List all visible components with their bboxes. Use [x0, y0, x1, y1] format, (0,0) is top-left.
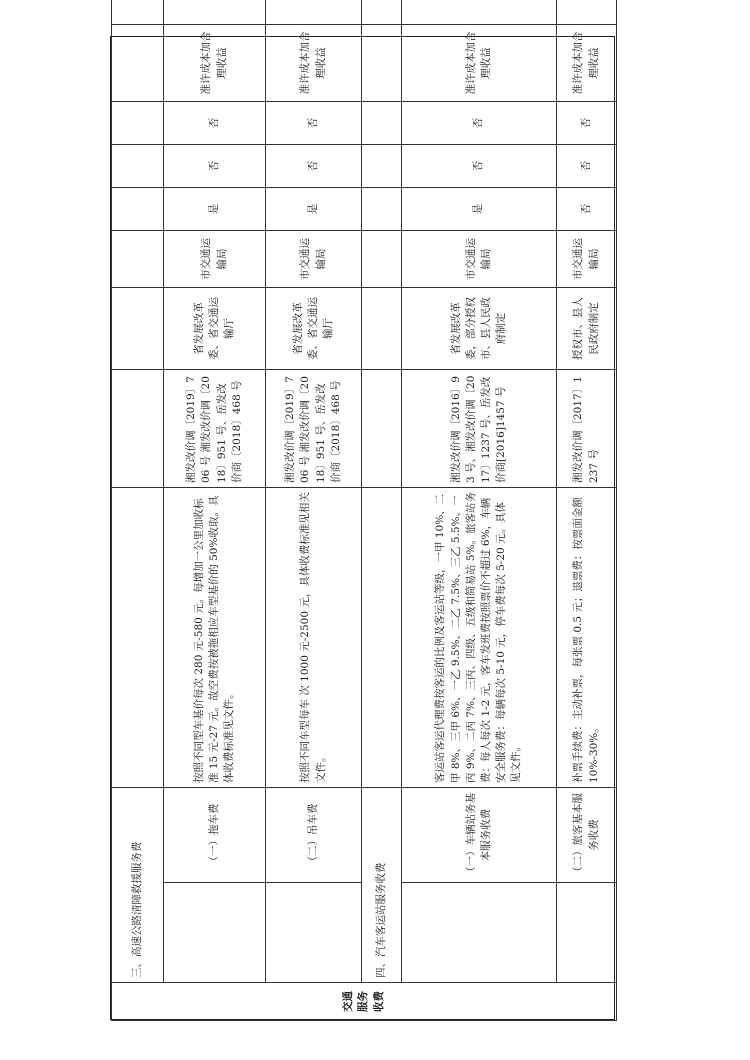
note-cell	[112, 0, 164, 25]
fee-table	[111, 0, 617, 1021]
item-cell: （一）拖车费	[164, 788, 266, 883]
item-cell: （二）吊车费	[266, 788, 362, 883]
note-cell	[402, 0, 557, 25]
principle-cell: 准许成本加合理收益	[402, 25, 557, 102]
authority-cell: 省发展改革委，部分授权市、县人民政府制定	[402, 288, 557, 370]
authority-cell: 授权市、县人民政府制定	[557, 288, 617, 370]
note-cell	[164, 0, 266, 25]
central-cell: 是	[266, 188, 362, 231]
note-cell	[266, 0, 362, 25]
table-row	[557, 0, 617, 1021]
local-cell: 否	[164, 102, 266, 145]
category-cell: 四、汽车客运站服务收费	[362, 788, 402, 983]
executor-cell: 市交通运输局	[164, 231, 266, 288]
local-cell: 否	[266, 102, 362, 145]
provincial-cell: 否	[402, 145, 557, 188]
central-cell: 是	[164, 188, 266, 231]
central-cell	[112, 188, 164, 231]
category-cell	[266, 883, 362, 983]
provincial-cell	[112, 145, 164, 188]
rotated-page-frame	[110, 31, 615, 1020]
table-row	[362, 0, 402, 1021]
local-cell: 否	[557, 102, 617, 145]
note-cell	[362, 0, 402, 25]
basis-cell: 湘发改价调〔2016〕93 号、湘发改价调〔2017〕1237 号、岳发改价商[2016]1457 号	[402, 370, 557, 488]
category-cell	[402, 883, 557, 983]
local-cell	[362, 102, 402, 145]
authority-cell: 省发展改革委、省交通运输厅	[164, 288, 266, 370]
standard-cell: 按照不同车型每车 次 1000 元-2500 元，具体收费标准见相关文件。	[266, 488, 362, 788]
item-cell: （二）旅客基本服务收费	[557, 788, 617, 883]
basis-cell	[112, 370, 164, 488]
note-cell	[557, 0, 617, 25]
executor-cell: 市交通运输局	[557, 231, 617, 288]
local-cell: 否	[402, 102, 557, 145]
provincial-cell: 否	[164, 145, 266, 188]
category-cell	[557, 883, 617, 983]
principle-cell	[362, 25, 402, 102]
central-cell: 否	[557, 188, 617, 231]
standard-cell	[362, 488, 402, 788]
basis-cell	[362, 370, 402, 488]
central-cell	[362, 188, 402, 231]
executor-cell: 市交通运输局	[266, 231, 362, 288]
provincial-cell: 否	[557, 145, 617, 188]
standard-cell	[112, 488, 164, 788]
item-cell: （一）车辆站务基本服务收费	[402, 788, 557, 883]
basis-cell: 湘发改价调〔2017〕1237 号	[557, 370, 617, 488]
principle-cell: 准许成本加合理收益	[164, 25, 266, 102]
category-group-cell: 交通服务收费	[112, 983, 617, 1021]
standard-cell: 客运站客运代理费按客运的比例及客运站等级，一甲 10%、二甲 8%、三甲 6%、一乙 9.5%、二乙 7.5%、三乙 5.5%、一丙 9%、二丙 7%、三丙、四级、五级和简易站 5%。旅客站务费：每人每次 1-2 元，客车发班费按照票价不超过 6%，车辆安全服务费：每辆每次 5-10 元，停车费每次 5-20 元。具体见文件。	[402, 488, 557, 788]
table-row	[266, 0, 362, 1021]
rotated-page	[111, 31, 616, 1021]
provincial-cell: 否	[266, 145, 362, 188]
executor-cell	[362, 231, 402, 288]
principle-cell	[112, 25, 164, 102]
executor-cell	[112, 231, 164, 288]
central-cell: 是	[402, 188, 557, 231]
executor-cell: 市交通运输局	[402, 231, 557, 288]
standard-cell: 按照不同型车基价每次 280 元-580 元。每增加一公里加收标准 15 元-27 元。故空费按被拖相应车型基价的 50%收取。具体收费标准见文件。	[164, 488, 266, 788]
authority-cell: 省发展改革委、省交通运输厅	[266, 288, 362, 370]
local-cell	[112, 102, 164, 145]
table-row	[402, 0, 557, 1021]
authority-cell	[112, 288, 164, 370]
category-cell: 三、高速公路清障救援服务费	[112, 788, 164, 983]
basis-cell: 湘发改价调〔2019〕706 号 湘发改价调〔2018〕951 号、岳发改价商〔2018〕468 号	[266, 370, 362, 488]
provincial-cell	[362, 145, 402, 188]
principle-cell: 准许成本加合理收益	[557, 25, 617, 102]
standard-cell: 补票手续费：主动补票，每张票 0.5 元；退票费：按票面金额 10%-30%。	[557, 488, 617, 788]
principle-cell: 准许成本加合理收益	[266, 25, 362, 102]
category-cell	[164, 883, 266, 983]
authority-cell	[362, 288, 402, 370]
table-row	[164, 0, 266, 1021]
basis-cell: 湘发改价调〔2019〕706 号 湘发改价调〔2018〕951 号、岳发改价商〔2018〕468 号	[164, 370, 266, 488]
table-row	[112, 0, 164, 1021]
